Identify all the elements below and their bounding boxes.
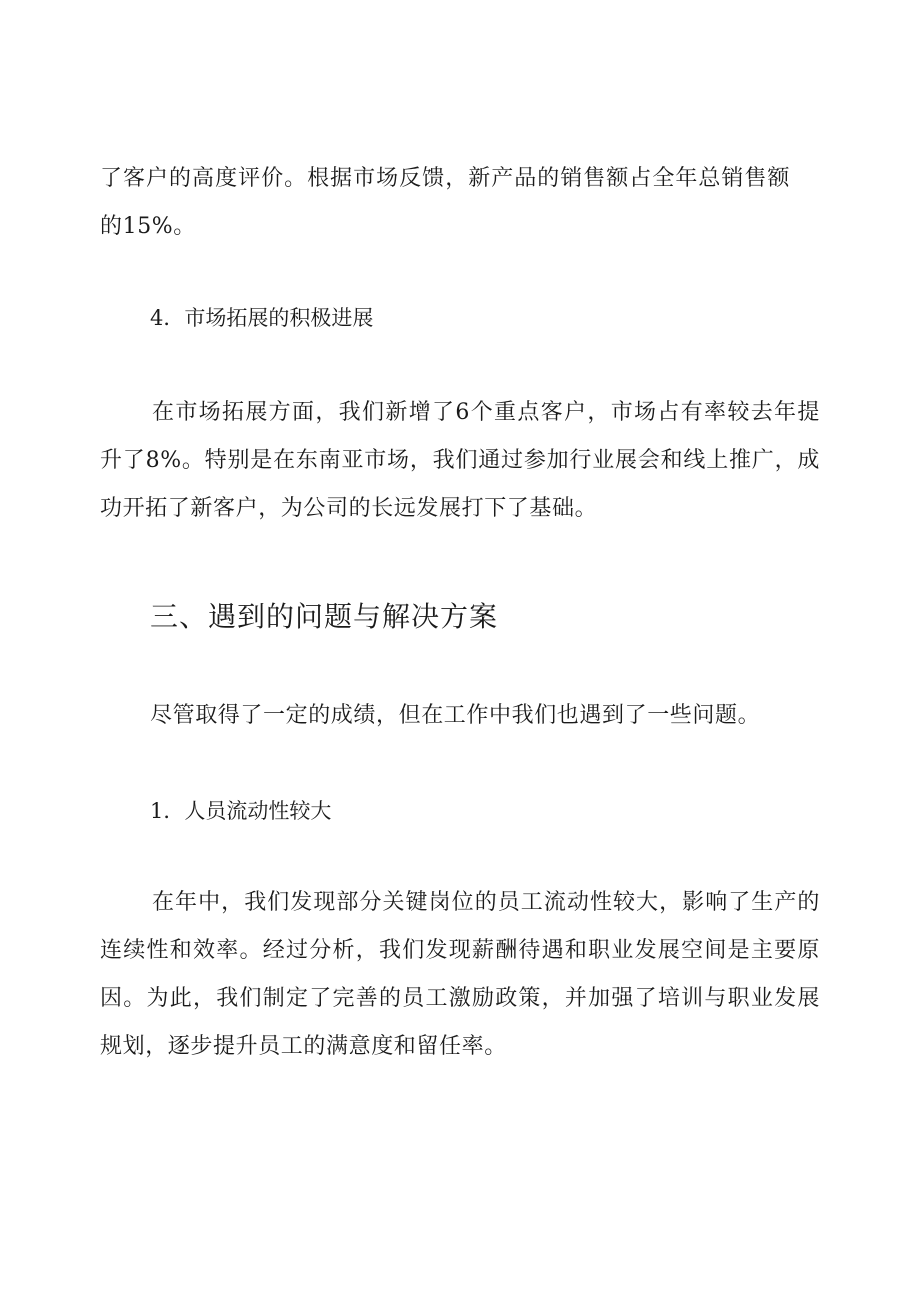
paragraph-staff-turnover: 在年中，我们发现部分关键岗位的员工流动性较大，影响了生产的连续性和效率。经过分析，我们发现薪酬待遇和职业发展空间是主要原因。为此，我们制定了完善的员工激励政策，并加强了培训与职业发展规划，逐步提升员工的满意度和留任率。	[100, 890, 820, 1059]
list-item-staff-turnover: 1．人员流动性较大	[150, 799, 332, 823]
paragraph-problems-intro: 尽管取得了一定的成绩，但在工作中我们也遇到了一些问题。	[150, 703, 761, 728]
paragraph-market-expansion: 在市场拓展方面，我们新增了6个重点客户，市场占有率较去年提升了8%。特别是在东南亚市场，我们通过参加行业展会和线上推广，成功开拓了新客户，为公司的长远发展打下了基础。	[100, 400, 820, 521]
paragraph-continuation: 了客户的高度评价。根据市场反馈，新产品的销售额占全年总销售额的15%。	[100, 166, 790, 239]
list-item-market-expansion: 4．市场拓展的积极进展	[150, 306, 374, 330]
section-heading-problems: 三、遇到的问题与解决方案	[150, 600, 499, 633]
